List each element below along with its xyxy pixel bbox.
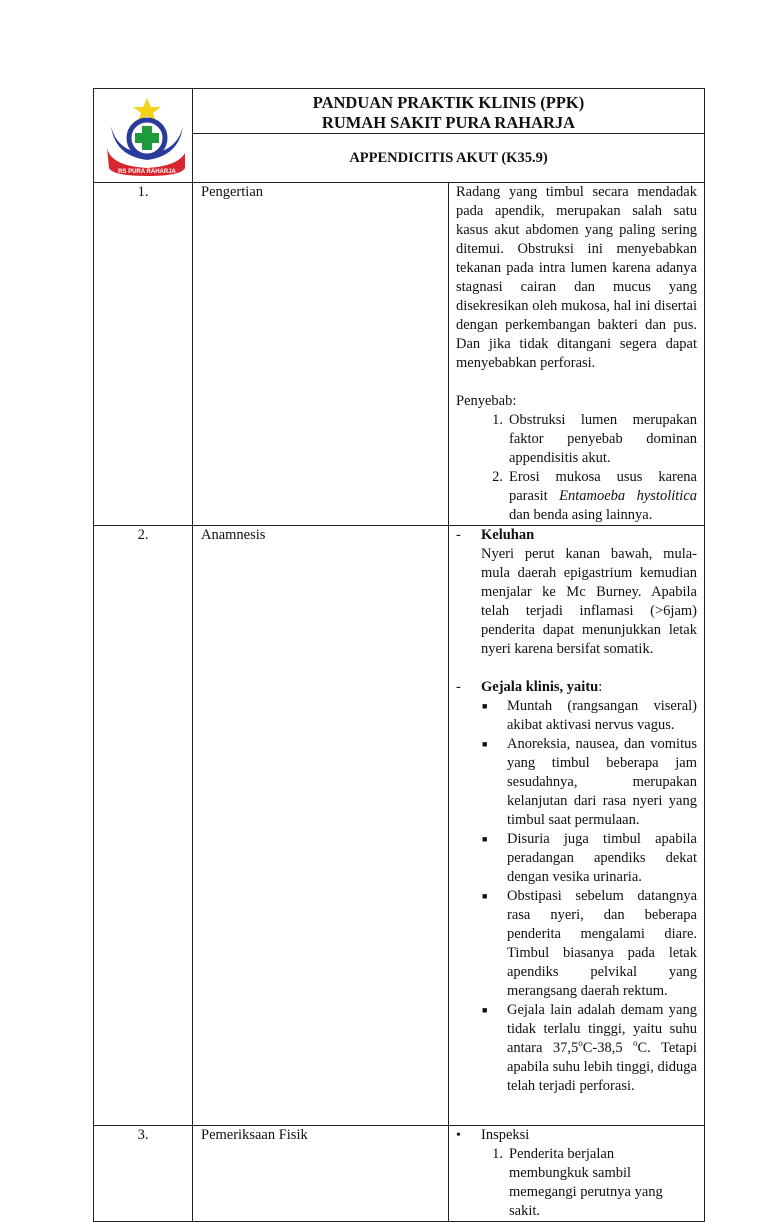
square-bullet-icon: ■ <box>482 701 488 711</box>
ppk-document <box>93 88 705 1222</box>
symptom-list <box>456 697 697 1096</box>
row-number: 3. <box>94 1126 193 1222</box>
table-row <box>94 1126 705 1222</box>
row-label: Anamnesis <box>193 526 449 1126</box>
square-bullet-icon: ■ <box>482 739 488 749</box>
row-label: Pengertian <box>193 183 449 526</box>
square-bullet-icon: ■ <box>482 891 488 901</box>
cause-list <box>456 411 697 525</box>
square-bullet-icon: ■ <box>482 1005 488 1015</box>
diagnosis-title: APPENDICITIS AKUT (K35.9) <box>349 149 548 166</box>
logo-cell <box>94 89 193 183</box>
row-content <box>449 1126 705 1222</box>
table-row <box>94 526 705 1126</box>
list-item: ■ Disuria juga timbul apabila peradangan apendiks dekat dengan vesika urinaria. <box>456 830 697 887</box>
complaint-heading: - Keluhan <box>456 527 535 543</box>
row-content <box>449 526 705 1126</box>
subtitle-cell <box>193 134 705 183</box>
row-label: Pemeriksaan Fisik <box>193 1126 449 1222</box>
title-cell <box>193 89 705 134</box>
complaint-text: Nyeri perut kanan bawah, mula-mula daerah epigastrium kemudian menjalar ke Mc Burney. Apabila telah terjadi inflamasi (>6jam) penderita dapat menunjukkan letak nyeri karena bersifat somatik. <box>481 546 697 657</box>
hospital-logo <box>101 96 185 176</box>
round-bullet-icon: • <box>456 1128 461 1143</box>
row-number: 2. <box>94 526 193 1126</box>
cause-heading: Penyebab: <box>456 393 517 409</box>
inspection-heading: • Inspeksi <box>456 1127 530 1143</box>
table-row <box>94 183 705 526</box>
list-item: ■ Muntah (rangsangan viseral) akibat aktivasi nervus vagus. <box>456 697 697 735</box>
page-title-line2: RUMAH SAKIT PURA RAHARJA <box>321 113 576 132</box>
list-item: ■ Anoreksia, nausea, dan vomitus yang timbul beberapa jam sesudahnya, merupakan kelanjutan dari rasa nyeri yang timbul saat permulaan. <box>456 735 697 830</box>
list-item: 1. Obstruksi lumen merupakan faktor penyebab dominan appendisitis akut. <box>492 412 697 466</box>
list-item: 1. Penderita berjalan membungkuk sambil memegangi perutnya yang sakit. <box>492 1146 663 1219</box>
row-number: 1. <box>94 183 193 526</box>
logo-text: RS PURA RAHARJA <box>118 168 176 175</box>
symptoms-heading: - Gejala klinis, yaitu : <box>456 679 603 695</box>
ppk-table <box>93 88 705 1222</box>
list-item: 2. Erosi mukosa usus karena parasit Entamoeba hystolitica dan benda asing lainnya. <box>492 469 698 523</box>
list-item: ■ Obstipasi sebelum datangnya rasa nyeri, dan beberapa penderita mengalami diare. Timbul biasanya pada letak apendiks pelvikal yang merangsang daerah rektum. <box>456 887 697 1001</box>
row-content <box>449 183 705 526</box>
list-item: ■ Gejala lain adalah demam yang tidak terlalu tinggi, yaitu suhu antara 37,5$^o$C-38,5 $^o$C. Tetapi apabila suhu lebih tinggi, diduga telah terjadi perforasi. <box>456 1001 697 1096</box>
definition-text: Radang yang timbul secara mendadak pada apendik, merupakan salah satu kasus akut abdomen yang paling sering ditemui. Obstruksi ini menyebabkan tekanan pada intra lumen karena adanya stagnasi cairan dan mucus yang disekresikan oleh mukosa, hal ini disertai dengan perkembangan bakteri dan pus. Dan jika tidak ditangani segera dapat menyebabkan perforasi. <box>456 184 697 371</box>
square-bullet-icon: ■ <box>482 834 488 844</box>
page-title-line1: PANDUAN PRAKTIK KLINIS (PPK) <box>312 93 585 112</box>
inspection-list <box>456 1145 697 1221</box>
